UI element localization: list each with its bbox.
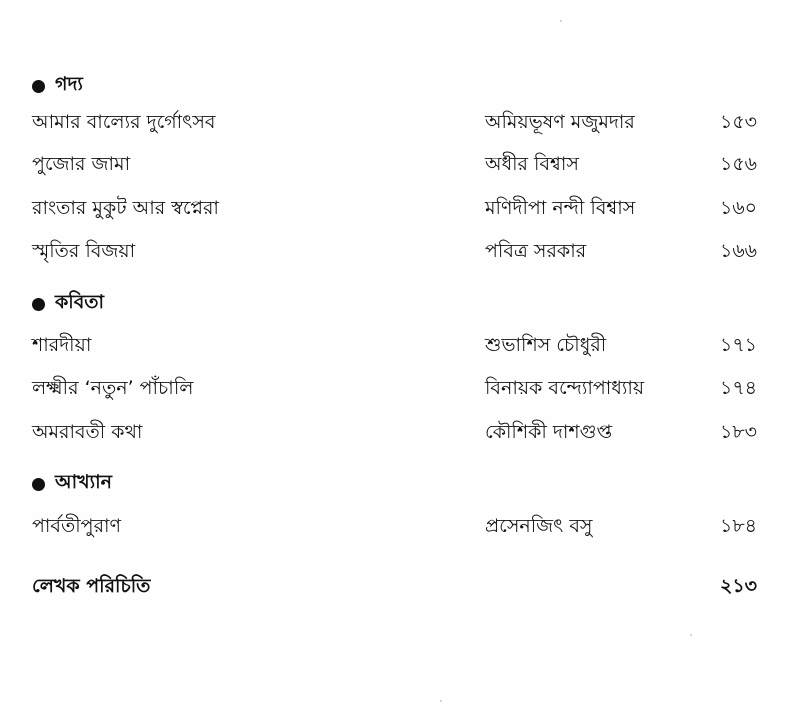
entry-page-number: ১৮৪ (720, 515, 757, 537)
entry-page-number: ১৬৬ (720, 240, 758, 262)
entry-page-number: ১৫৩ (720, 111, 758, 133)
section-heading-poetry (32, 288, 104, 320)
entry-page-number: ১৭১ (720, 334, 758, 356)
bullet-icon (32, 478, 45, 491)
entry-page-number: ১৭৪ (720, 377, 758, 399)
entry-title: আমার বাল্যের দুর্গোৎসব (32, 111, 216, 133)
entry-page-number: ১৫৬ (720, 153, 758, 175)
entry-page-number: ২১৩ (720, 575, 758, 597)
toc-entry (0, 331, 786, 359)
section-heading-prose (32, 70, 83, 102)
toc-entry (0, 418, 786, 446)
entry-page-number: ১৮৩ (720, 421, 758, 443)
scan-speck (440, 700, 442, 702)
toc-entry (0, 512, 786, 540)
section-heading-label: কবিতা (55, 291, 105, 313)
entry-author: শুভাশিস চৌধুরী (485, 334, 607, 356)
toc-entry (0, 150, 786, 178)
entry-title: রাংতার মুকুট আর স্বপ্নেরা (32, 197, 219, 219)
section-heading-label: আখ্যান (55, 471, 112, 493)
entry-title: পার্বতীপুরাণ (32, 515, 122, 537)
section-heading-narrative (32, 468, 112, 500)
bullet-icon (32, 298, 45, 311)
entry-title: লেখক পরিচিতি (32, 575, 151, 597)
entry-title: লক্ষ্মীর ‘নতুন’ পাঁচালি (32, 377, 194, 399)
toc-entry (0, 374, 786, 402)
entry-author: কৌশিকী দাশগুপ্ত (485, 421, 613, 443)
section-heading-label: গদ্য (55, 73, 83, 95)
entry-author: অধীর বিশ্বাস (485, 153, 579, 175)
toc-entry-author-bios (0, 572, 786, 600)
entry-author: অমিয়ভূষণ মজুমদার (485, 111, 635, 133)
entry-title: স্মৃতির বিজয়া (32, 240, 136, 262)
entry-page-number: ১৬০ (720, 197, 758, 219)
toc-entry (0, 194, 786, 222)
scan-speck (690, 634, 692, 636)
entry-title: পুজোর জামা (32, 153, 131, 175)
scan-speck (560, 20, 562, 22)
entry-title: শারদীয়া (32, 334, 92, 356)
entry-title: অমরাবতী কথা (32, 421, 143, 443)
entry-author: প্রসেনজিৎ বসু (485, 515, 593, 537)
entry-author: মণিদীপা নন্দী বিশ্বাস (485, 197, 636, 219)
toc-entry (0, 237, 786, 265)
entry-author: পবিত্র সরকার (485, 240, 587, 262)
entry-author: বিনায়ক বন্দ্যোপাধ্যায় (485, 377, 645, 399)
bullet-icon (32, 80, 45, 93)
toc-entry (0, 108, 786, 136)
